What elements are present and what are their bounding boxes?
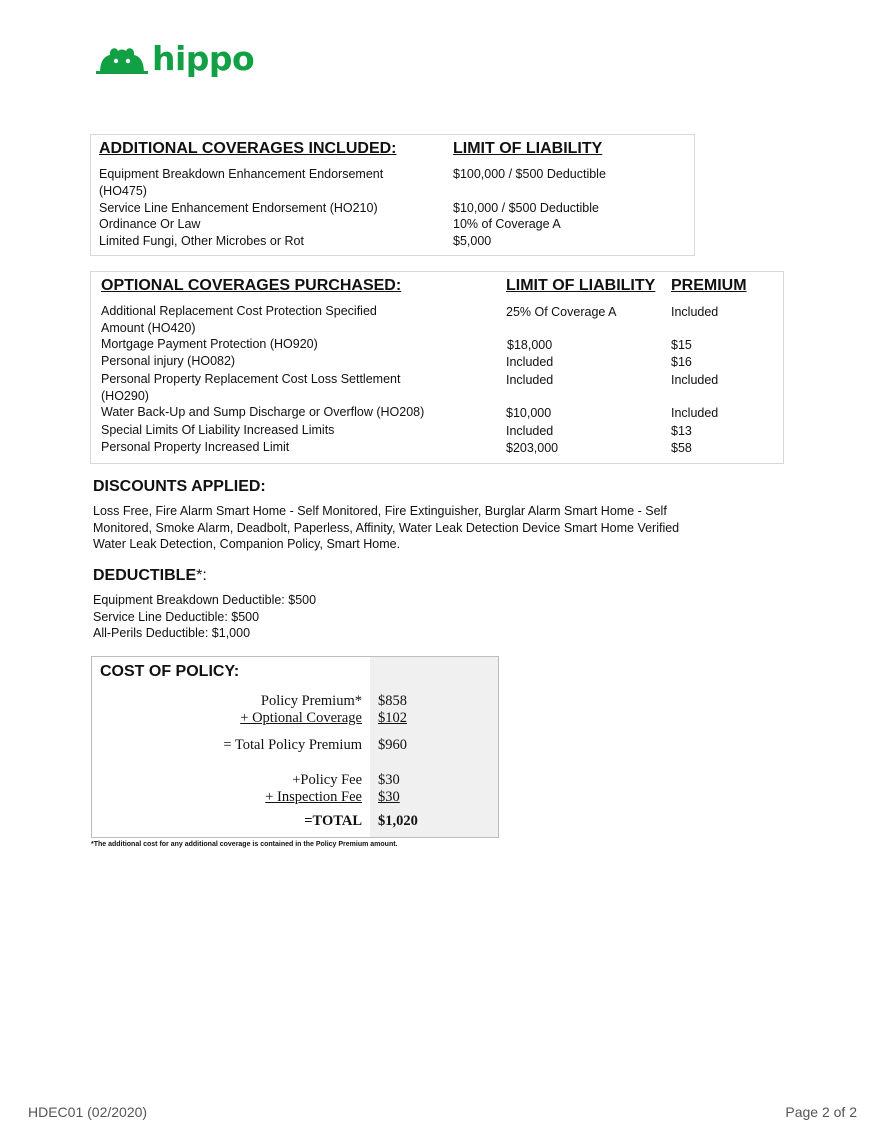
discounts-text: Loss Free, Fire Alarm Smart Home - Self Monitored, Fire Extinguisher, Burglar Alarm Smart Home - Self Monitored, Smoke Alarm, Deadbolt, Paperless, Affinity, Water Leak Detection Device Smart Home Verified Water Leak Detection, Companion Policy, Smart Home. — [93, 504, 680, 551]
optional-limit-header: LIMIT OF LIABILITY — [506, 277, 656, 294]
additional-row-name: Ordinance Or Law — [99, 217, 201, 231]
optional-row-premium: $13 — [671, 424, 692, 438]
cost-title: COST OF POLICY: — [100, 663, 240, 680]
optional-row-limit: $10,000 — [506, 406, 552, 420]
additional-limit-header: LIMIT OF LIABILITY — [453, 140, 603, 157]
optional-row-limit: $203,000 — [506, 441, 559, 455]
policy-fee-value: $30 — [378, 772, 400, 788]
deductible-line: Service Line Deductible: $500 — [93, 610, 260, 624]
deductible-title-mark: *: — [196, 567, 207, 584]
optional-row-limit: Included — [506, 424, 554, 438]
optional-row-name: Water Back-Up and Sump Discharge or Overflow (HO208) — [101, 405, 425, 419]
optional-row-name: Special Limits Of Liability Increased Limits — [101, 423, 335, 437]
logo-wordmark: hippo — [152, 39, 255, 78]
optional-row-premium: $15 — [671, 338, 692, 352]
additional-row-limit: 10% of Coverage A — [453, 217, 561, 231]
optional-row-premium: Included — [671, 406, 719, 420]
policy-premium-value: $858 — [378, 693, 407, 709]
inspection-fee-value: $30 — [378, 789, 400, 805]
optional-row-name: Personal Property Increased Limit — [101, 440, 290, 454]
optional-coverage-value: $102 — [378, 710, 407, 726]
total-value: $1,020 — [378, 813, 418, 829]
optional-row-premium: Included — [671, 305, 719, 319]
total-policy-premium-label: = Total Policy Premium — [223, 737, 362, 753]
policy-footnote: *The additional cost for any additional coverage is contained in the Policy Premium amount. — [91, 841, 398, 848]
policy-fee-label: +Policy Fee — [292, 772, 362, 788]
additional-row-name: Service Line Enhancement Endorsement (HO210) — [99, 201, 378, 215]
inspection-fee-label: + Inspection Fee — [265, 789, 362, 805]
discounts-title: DISCOUNTS APPLIED: — [93, 478, 266, 495]
deductible-title — [93, 567, 207, 585]
additional-row-name: Limited Fungi, Other Microbes or Rot — [99, 234, 304, 248]
deductible-line: Equipment Breakdown Deductible: $500 — [93, 593, 317, 607]
additional-row-limit: $5,000 — [453, 234, 492, 248]
additional-row-limit: $10,000 / $500 Deductible — [453, 201, 599, 215]
optional-row-limit: Included — [506, 373, 554, 387]
additional-coverages-header: ADDITIONAL COVERAGES INCLUDED: — [99, 140, 397, 157]
policy-premium-label: Policy Premium* — [260, 693, 362, 709]
hippo-mascot-icon — [96, 44, 148, 74]
form-id: HDEC01 (02/2020) — [28, 1104, 148, 1120]
optional-coverages-header: OPTIONAL COVERAGES PURCHASED: — [101, 277, 402, 294]
optional-row-premium: $16 — [671, 355, 692, 369]
optional-row-name: Personal Property Replacement Cost Loss Settlement (HO290) — [101, 372, 401, 403]
optional-row-name: Personal injury (HO082) — [101, 354, 236, 368]
optional-row-premium: Included — [671, 373, 719, 387]
optional-row-limit: 25% Of Coverage A — [506, 305, 617, 319]
additional-row-limit: $100,000 / $500 Deductible — [453, 167, 606, 181]
deductible-title-text: DEDUCTIBLE — [93, 567, 197, 584]
deductible-line: All-Perils Deductible: $1,000 — [93, 626, 251, 640]
total-policy-premium-value: $960 — [378, 737, 407, 753]
optional-row-premium: $58 — [671, 441, 692, 455]
optional-row-limit: Included — [506, 355, 554, 369]
optional-row-name: Mortgage Payment Protection (HO920) — [101, 337, 318, 351]
cost-of-policy-box — [91, 656, 499, 838]
total-label: =TOTAL — [304, 813, 362, 829]
optional-row-name: Additional Replacement Cost Protection Specified Amount (HO420) — [101, 304, 377, 335]
optional-row-limit: $18,000 — [507, 338, 553, 352]
optional-coverage-label: + Optional Coverage — [240, 710, 362, 726]
optional-premium-header: PREMIUM — [671, 277, 747, 294]
page-number: Page 2 of 2 — [785, 1104, 857, 1120]
additional-row-name: Equipment Breakdown Enhancement Endorsement (HO475) — [99, 167, 384, 198]
hippo-logo — [96, 39, 255, 78]
